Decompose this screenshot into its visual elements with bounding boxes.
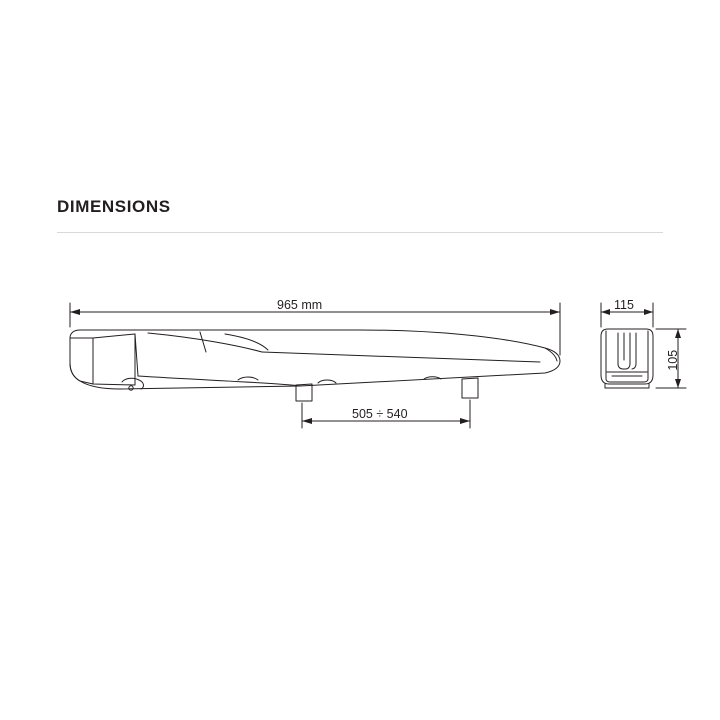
dimension-label-overall-height: 105 xyxy=(666,349,681,371)
page-title: DIMENSIONS xyxy=(57,197,171,216)
front-view-outline xyxy=(601,329,653,388)
dimension-label-mounting-span: 505 ÷ 540 xyxy=(352,407,408,421)
dimension-label-overall-length: 965 mm xyxy=(277,298,323,312)
dimension-label-overall-width: 115 xyxy=(614,298,634,312)
side-view-outline xyxy=(70,330,560,390)
